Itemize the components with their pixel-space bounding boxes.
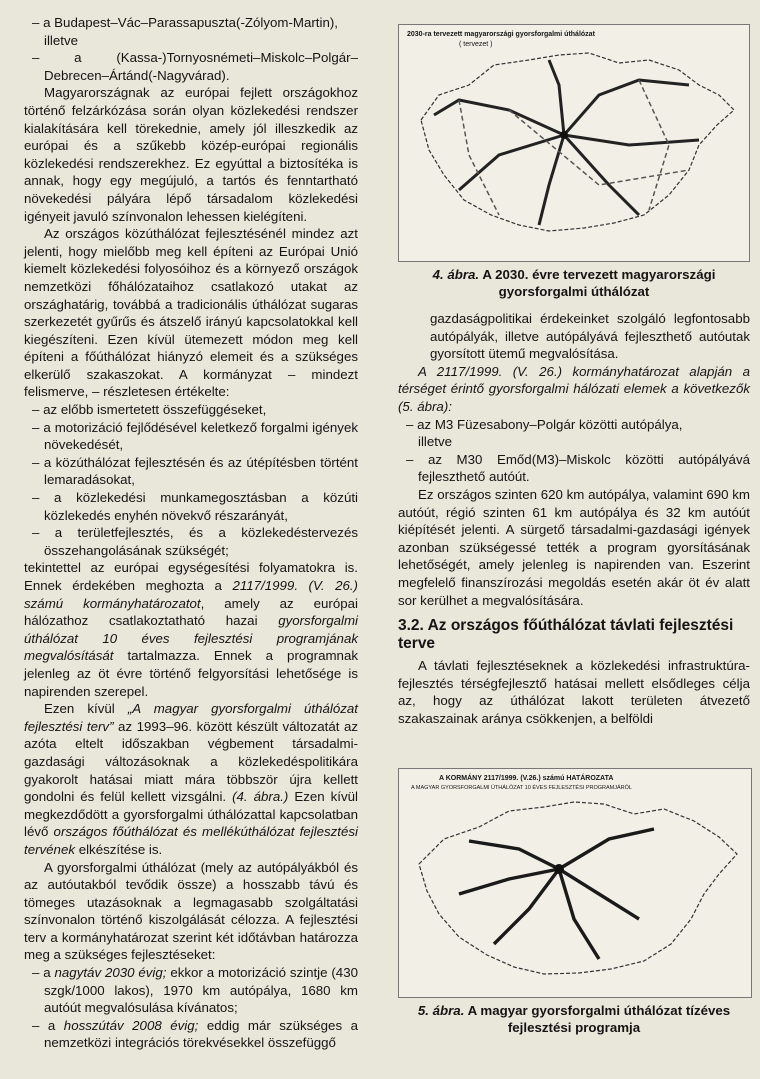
- list-item: – a területfejlesztés, és a közlekedéstervezés összehangolásának szükségét;: [32, 525, 358, 558]
- figure-4-map: [398, 24, 750, 262]
- motorway-line: [469, 841, 559, 869]
- list-item: – a közlekedési munkamegosztásban a közúti közlekedés enyhén növekvő részarányát,: [32, 490, 358, 523]
- text-run: eddig már szükséges a nemzetközi integrációs törekvésekkel összefüggő: [44, 1017, 358, 1051]
- route-item: [24, 14, 358, 49]
- caption-number: 5. ábra.: [417, 1003, 465, 1018]
- map-title: 2030-ra tervezett magyarországi gyorsforgalmi úthálózat: [407, 31, 595, 38]
- text-run: – a: [32, 1017, 64, 1033]
- text-run: Ezen kívül: [44, 701, 128, 717]
- paragraph: Az országos közúthálózat fejlesztésénél mindez azt jelenti, hogy mielőbb meg kell építeni az Európai Unió kiemelt közlekedési folyosóihoz és a környező országok nemzetközi főhálózataihoz csatlakozó utakat az országhatárig, továbbá a tradicionális úthálózat sugaras szerkezetét gyűrűs és átszelő irányú kapcsolatokkal kell kiegészíteni. Ezen kívül ütemezett módon meg kell építeni a főúthálózat hiányzó elemeit és a szükséges elkerülő szakaszokat. A kormányzat – mindezt felismerve, – részletesen értékelte:: [24, 226, 358, 400]
- motorway-line: [564, 135, 699, 145]
- figure-ref: (4. ábra.): [232, 789, 289, 805]
- section-heading: 3.2. Az országos főúthálózat távlati fejlesztési terve: [398, 617, 734, 653]
- text-run: Ezen kívül megkezdődött a gyorsforgalmi úthálózattal kapcsolatban lévő: [24, 789, 358, 840]
- map-drawing: [399, 769, 751, 997]
- map-title: A KORMÁNY 2117/1999. (V.26.) számú HATÁROZATA: [439, 775, 614, 782]
- route-text-cont: illetve: [44, 32, 78, 48]
- left-column: [24, 14, 358, 1052]
- text-run: – a: [32, 965, 55, 981]
- motorway-line: [559, 829, 654, 869]
- route-text: – a Budapest–Vác–Parassapuszta(-Zólyom-Martin),: [32, 15, 338, 30]
- route-item: – a (Kassa-)Tornyosnémeti–Miskolc–Polgár–Debrecen–Ártánd(-Nagyvárad).: [32, 50, 358, 83]
- figure-4-caption: [398, 266, 750, 300]
- motorway-line: [434, 100, 564, 135]
- italic-run: nagytáv 2030 évig;: [54, 965, 167, 981]
- text-run: az 1993–96. között készült változatát az azóta eltelt időszakban végbement társadalmi-gazdasági változásoknak a közlekedéspolitikára gyakorolt hatásai miatt mára többször újra kellett gondolni és felül kellett vizsgálni.: [24, 718, 358, 805]
- italic-run: A 2117/1999. (V. 26.) kormányhatározat alapján a térséget érintő gyorsforgalmi hálózati elemek a következők (5. ábra):: [398, 363, 750, 414]
- list-item: – az előbb ismertetett összefüggéseket,: [32, 402, 267, 418]
- text-run: tartalmazza. Ennek a programnak jelenleg az öt évre történő felgyorsítási lehetősége is napirenden szerepel.: [24, 648, 358, 699]
- paragraph: [24, 700, 358, 858]
- text-run: ekkor a motorizáció szintje (430 szgk/1000 lakos), 1970 km autópálya, 1680 km autóút megvalósulása kívánatos;: [44, 965, 358, 1016]
- motorway-line: [564, 135, 639, 215]
- country-border: [419, 802, 737, 974]
- list-item: – a közúthálózat fejlesztésén és az útépítésben történt lemaradásokat,: [32, 454, 358, 488]
- italic-run: országos főúthálózat és mellékúthálózat fejlesztési tervének: [24, 824, 358, 857]
- caption-text: A magyar gyorsforgalmi úthálózat tízéves fejlesztési programja: [467, 1003, 731, 1035]
- caption-number: 4. ábra.: [432, 267, 480, 282]
- right-column: [398, 310, 750, 727]
- budapest-marker: [554, 864, 564, 874]
- paragraph: Magyarországnak az európai fejlett országokhoz történő felzárkózása során olyan közlekedési rendszer kialakítására kell törekednie, amely jól illeszkedik az európai és a szűkebb közép-európai regionális közlekedési rendszerekhez. Ez egyúttal a biztosítéka is annak, hogy egy megújuló, a tartós és fenntartható növekedési pályára lépő társadalom közlekedési igényeit javuló színvonalon lehessen kielégíteni.: [24, 85, 358, 224]
- paragraph: A távlati fejlesztéseknek a közlekedési infrastruktúra-fejlesztés térségfejlesztő hatásai mellett elsődleges célja az, hogy az úthálózat lakott területen átvezető szakaszainak aránya csökkenjen, a belföldi: [398, 658, 750, 726]
- paragraph: [24, 559, 358, 700]
- map-subtitle: ( tervezet ): [459, 41, 493, 48]
- planned-road: [459, 100, 499, 215]
- paragraph: A gyorsforgalmi úthálózat (mely az autópályákból és az autóutakból tevődik össze) a hosszabb távú és tömeges utazásoknak a legmagasabb szolgáltatási színvonalon történő kiszolgálását célozza. A fejlesztési terv a kormányhatározat szerint két időtávban határozza meg a szükséges fejlesztéseket:: [24, 859, 358, 963]
- paragraph: gazdaságpolitikai érdekeinket szolgáló legfontosabb autópályák, illetve autópályává fejleszthető autóutak gyorsított ütemű megvalósítása.: [430, 311, 750, 362]
- map-subtitle: A MAGYAR GYORSFORGALMI ÚTHÁLÓZAT 10 ÉVES FEJLESZTÉSI PROGRAMJÁRÓL: [411, 785, 632, 791]
- budapest-marker: [560, 131, 568, 139]
- list-item: [24, 1017, 358, 1052]
- italic-run: hosszútáv 2008 évig;: [63, 1017, 199, 1033]
- text-run: , amely az európai hálózathoz csatlakoztatható hazai: [24, 595, 358, 629]
- text-run: illetve: [418, 434, 452, 450]
- paragraph: [398, 363, 750, 416]
- text-run: tekintettel az európai egységesítési folyamatokra is. Ennek érdekében meghozta a: [24, 560, 358, 593]
- caption-text: A 2030. évre tervezett magyarországi gyorsforgalmi úthálózat: [482, 267, 716, 299]
- italic-run: gyorsforgalmi úthálózat 10 éves fejlesztési programjának megvalósítását: [24, 613, 358, 664]
- italic-run: „A magyar gyorsforgalmi úthálózat fejlesztési terv”: [24, 701, 358, 734]
- motorway-line: [564, 80, 689, 135]
- figure-5-caption: [398, 1002, 750, 1036]
- list-item: – az M30 Emőd(M3)–Miskolc közötti autópályává fejleszthető autóút.: [406, 451, 750, 485]
- paragraph: Ez országos szinten 620 km autópálya, valamint 690 km autóút, régió szinten 61 km autópálya és 32 km autóút kiépítését jelenti. A sürgető társadalmi-gazdasági igények azonban szükségessé tették a program gyorsításának lehetőségét, amely jelenleg is napirenden van. Eszerint megfelelő finanszírozási megoldás esetén akár öt év alatt sor kerülhet a megvalósítására.: [398, 486, 750, 608]
- map-drawing: [399, 25, 749, 261]
- list-item: [24, 964, 358, 1017]
- text-run: elkészítése is.: [75, 841, 163, 857]
- motorway-line: [549, 60, 564, 135]
- italic-run: 2117/1999. (V. 26.) számú kormányhatározatot: [24, 578, 358, 611]
- text-run: – az M3 Füzesabony–Polgár közötti autópálya,: [406, 416, 683, 432]
- figure-5-map: [398, 768, 752, 998]
- motorway-line: [539, 135, 564, 225]
- list-item: – a motorizáció fejlődésével keletkező forgalmi igények növekedését,: [32, 419, 358, 453]
- list-item: [398, 416, 750, 451]
